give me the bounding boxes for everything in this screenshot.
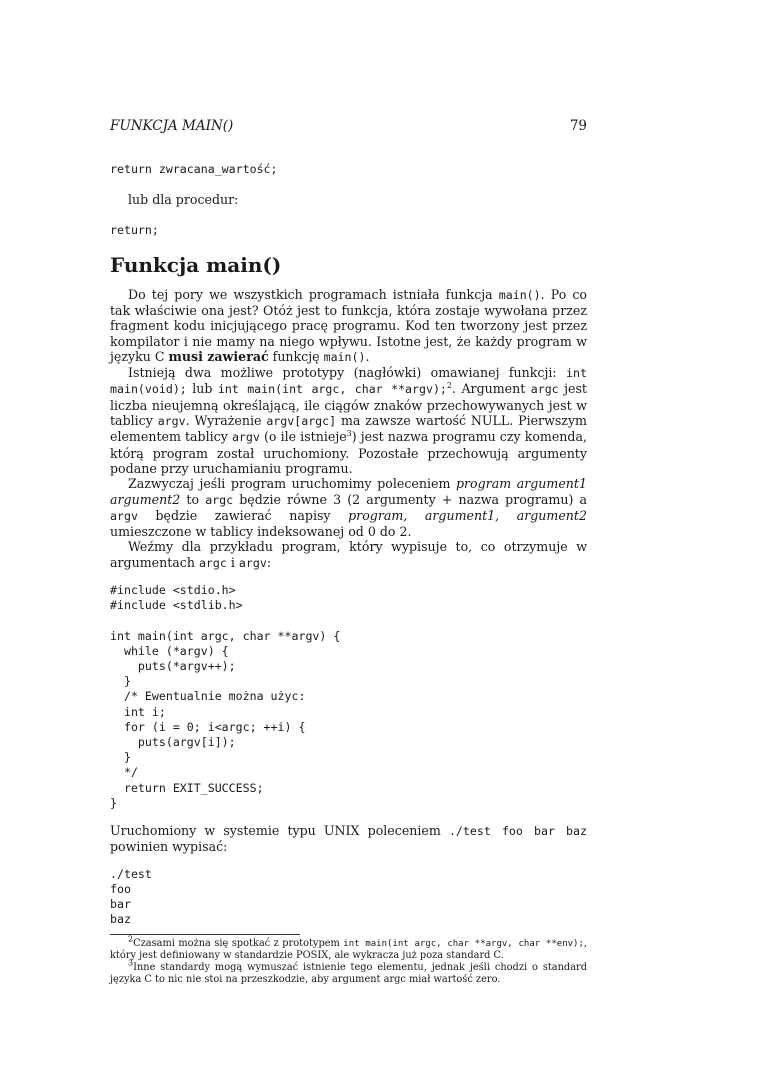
running-header bbox=[110, 118, 587, 138]
footnote-ref-3: 3 bbox=[346, 429, 352, 439]
footnote-2: $^2$Czasami można się spotkać z prototypem int main(int argc, char **argv, char **env);, który jest definiowany w standardzie POSIX, ale wykracza już poza standard C. bbox=[110, 934, 587, 961]
code-return: return; bbox=[110, 222, 159, 237]
footnotes bbox=[110, 934, 587, 986]
footnote-3: $^3$Inne standardy mogą wymuszać istnienie tego elementu, jednak jeśli chodzi o standard języka C to nic nie stoi na przeszkodzie, aby argument argc miał wartość zero. bbox=[110, 958, 587, 985]
page-number: 79 bbox=[569, 118, 587, 134]
code-output: ./test foo bar baz bbox=[110, 866, 152, 927]
chapter-title: FUNKCJA MAIN() bbox=[110, 118, 234, 134]
paragraph-output-intro: Uruchomiony w systemie typu UNIX poleceniem ./test foo bar baz powinien wypisać: bbox=[110, 823, 587, 855]
footnote-rule bbox=[110, 934, 300, 935]
paragraph-main-intro: Do tej pory we wszystkich programach istniała funkcja main(). Po co tak właściwie ona jest? Otóż jest to funkcja, która zostaje wywołana przez fragment kodu inicjującego pracę programu. Kod ten tworzony jest przez kompilator i nie mamy na niego wpływu. Istotne jest, że każdy program w języku C musi zawierać funkcję main(). bbox=[110, 286, 587, 364]
paragraph-example-intro: Weźmy dla przykładu program, który wypisuje to, co otrzymuje w argumentach argc i argv: bbox=[110, 539, 587, 570]
paragraph-prototypes: Istnieją dwa możliwe prototypy (nagłówki) omawianej funkcji: int main(void); lub int main(int argc, char **argv);$^2$. Argument argc jest liczba nieujemną określającą, ile ciągów znaków przechowywanych jest w tablicy argv. Wyrażenie argv[argc] ma zawsze wartość NULL. Pierwszym elementem tablicy argv (o ile istnieje$^3$) jest nazwa programu czy komenda, którą program został uruchomiony. Pozostałe przechowują argumenty podane przy uruchamianiu programu. bbox=[110, 365, 588, 476]
section-heading: Funkcja main() bbox=[110, 252, 282, 277]
page bbox=[110, 118, 587, 986]
footnote-ref-2: 2 bbox=[446, 381, 453, 391]
code-program: #include <stdio.h> #include <stdlib.h> int main(int argc, char **argv) { while (*argv) { puts(*argv++); } /* Ewentualnie można użyc: int i; for (i = 0; i<argc; ++i) { puts(argv[i]); } */ return EXIT_SUCCESS; } bbox=[110, 583, 341, 810]
code-return-value: return zwracana_wartość; bbox=[110, 162, 278, 176]
paragraph-argc-example: Zazwyczaj jeśli program uruchomimy poleceniem program argument1 argument2 to argc będzie równe 3 (2 argumenty + nazwa programu) a argv będzie zawierać napisy program, argument1, argument2 umieszczone w tablicy indeksowanej od 0 do 2. bbox=[110, 476, 588, 540]
paragraph-procedures: lub dla procedur: bbox=[128, 192, 239, 208]
